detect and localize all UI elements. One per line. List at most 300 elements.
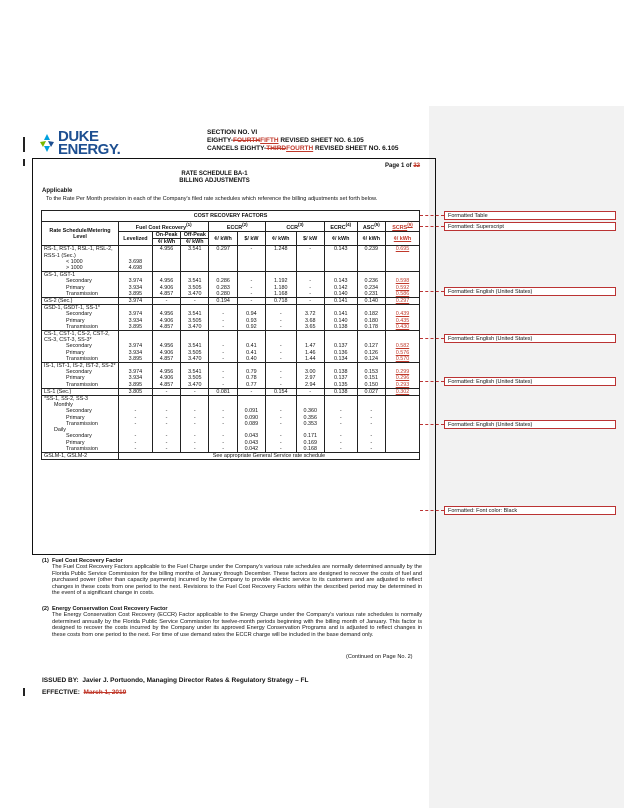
comment-bubble[interactable]: Formatted: English (United States): [444, 287, 616, 296]
rate-value: 0.027: [357, 388, 385, 395]
note-fuel: (1) Fuel Cost Recovery Factor The Fuel Cost Recovery Factors applicable to the Fuel Charge under the Company's various rate schedules are normally determined annually by the Florida Public Service Commission for the billing months of January through December. These factors are designed to recover the costs of fuel and purchased power (other than capacity payments) incurred by the Company to provide electric service to its customers and are adjusted to reflect changes in these costs from one period to the next. Revisions to the Fuel Cost Recovery Factors within the described period may be determined in the event of a significant change in costs.: [42, 558, 422, 597]
rate-value: [357, 396, 385, 403]
rate-value: -: [296, 388, 324, 395]
gslm-text: See appropriate General Service rate schedule: [118, 452, 419, 459]
rate-value: 0.138: [324, 369, 357, 375]
rate-value: -: [209, 356, 237, 363]
levelized-header: Levelized: [118, 232, 152, 246]
rate-value: -: [266, 311, 297, 317]
issued-by: ISSUED BY: Javier J. Portuondo, Managing Director Rates & Regulatory Strategy – FL: [42, 677, 309, 684]
rate-value: [266, 265, 297, 272]
duke-energy-logo-icon: [36, 132, 58, 154]
rate-value: -: [181, 433, 209, 439]
rate-value: -: [181, 421, 209, 427]
table-row: [42, 305, 420, 312]
rate-value: 0.134: [324, 356, 357, 363]
rate-value: [181, 272, 209, 279]
rate-value: [357, 305, 385, 312]
rate-value: 0.360: [296, 408, 324, 414]
rate-value: 0.236: [357, 278, 385, 284]
rate-value: -: [266, 343, 297, 349]
rate-value: -: [209, 382, 237, 389]
rate-schedule-cell: Transmission: [42, 291, 119, 298]
comment-bubble[interactable]: Formatted Table: [444, 211, 616, 220]
rate-value: 1.192: [266, 278, 297, 284]
rate-value: -: [324, 433, 357, 439]
rate-value: [296, 331, 324, 344]
scrs-value: 0.435: [385, 318, 419, 324]
rate-value: -: [209, 350, 237, 356]
cancels-sheet-line: CANCELS EIGHTY-THIRDFOURTH REVISED SHEET NO. 6.105: [207, 145, 399, 152]
offpeak-header: Off-Peak: [181, 232, 209, 239]
rate-value: 0.043: [237, 440, 265, 446]
table-row: [42, 291, 420, 298]
table-row: [42, 396, 420, 403]
schedule-subtitle: BILLING ADJUSTMENTS: [179, 178, 250, 184]
rate-value: [152, 363, 180, 370]
rate-value: 0.140: [324, 318, 357, 324]
rate-value: [296, 272, 324, 279]
rate-value: 0.280: [209, 291, 237, 298]
scrs-value: 0.592: [385, 285, 419, 291]
table-row: [42, 446, 420, 453]
rate-value: 0.182: [357, 311, 385, 317]
rate-value: [296, 305, 324, 312]
rate-value: -: [237, 246, 265, 259]
rate-value: 0.180: [357, 318, 385, 324]
rate-value: 4.956: [152, 246, 180, 259]
rate-value: -: [357, 446, 385, 453]
rate-value: [324, 272, 357, 279]
rate-schedule-cell: Primary: [42, 415, 119, 421]
unit: ¢/ kWh: [266, 232, 297, 246]
rate-value: 3.974: [118, 278, 152, 284]
rate-value: 1.180: [266, 285, 297, 291]
change-bar: [23, 137, 25, 152]
effective-date: EFFECTIVE: March 1, 2019: [42, 689, 127, 696]
rate-value: -: [209, 421, 237, 427]
scrs-value: [385, 265, 419, 272]
rate-value: [118, 272, 152, 279]
rate-value: 3.895: [118, 356, 152, 363]
table-row: [42, 298, 420, 305]
rate-value: -: [266, 318, 297, 324]
revised-sheet-line: EIGHTY-FOURTHFIFTH REVISED SHEET NO. 6.105: [207, 137, 364, 144]
scrs-value: [385, 363, 419, 370]
rate-value: [296, 363, 324, 370]
rate-value: -: [357, 421, 385, 427]
rate-value: 0.127: [357, 343, 385, 349]
rate-value: 0.142: [324, 285, 357, 291]
rate-value: [118, 363, 152, 370]
rate-value: 1.46: [296, 350, 324, 356]
rate-value: 3.974: [118, 343, 152, 349]
rate-value: [118, 396, 152, 403]
rate-value: 3.974: [118, 311, 152, 317]
rate-value: 4.857: [152, 356, 180, 363]
rate-value: -: [181, 388, 209, 395]
scrs-value: 0.582: [385, 343, 419, 349]
rate-value: 0.043: [237, 433, 265, 439]
rate-value: -: [296, 291, 324, 298]
rate-value: 0.231: [357, 291, 385, 298]
rate-value: -: [118, 440, 152, 446]
rate-value: -: [152, 440, 180, 446]
rate-schedule-cell: Daily: [42, 427, 119, 433]
rate-value: 0.138: [324, 388, 357, 395]
rate-value: -: [152, 408, 180, 414]
rate-value: -: [266, 350, 297, 356]
rate-schedule-cell: Monthly: [42, 402, 119, 408]
scrs-value: 0.296: [385, 375, 419, 381]
rate-value: 3.470: [181, 382, 209, 389]
rate-value: -: [237, 285, 265, 291]
comment-bubble[interactable]: Formatted: English (United States): [444, 420, 616, 429]
unit: ¢/ kWh: [209, 232, 237, 246]
rate-value: -: [266, 408, 297, 414]
rate-value: [266, 396, 297, 403]
comment-bubble[interactable]: Formatted: English (United States): [444, 334, 616, 343]
table-row: [42, 363, 420, 370]
rate-value: -: [152, 421, 180, 427]
rate-value: [152, 305, 180, 312]
rate-value: 3.934: [118, 375, 152, 381]
rate-value: 1.248: [266, 246, 297, 259]
unit: $/ kW: [296, 232, 324, 246]
rate-value: -: [237, 291, 265, 298]
rate-value: [357, 363, 385, 370]
rate-schedule-cell: Primary: [42, 285, 119, 291]
rate-value: [357, 272, 385, 279]
rate-value: -: [237, 388, 265, 395]
rate-value: [181, 363, 209, 370]
rate-value: 0.091: [237, 408, 265, 414]
scrs-value: 0.695: [385, 246, 419, 259]
rate-value: -: [266, 356, 297, 363]
rate-value: -: [209, 324, 237, 331]
rate-value: 3.470: [181, 356, 209, 363]
rate-value: [296, 265, 324, 272]
rate-schedule-cell: < 1000: [42, 259, 119, 265]
rate-value: 3.541: [181, 311, 209, 317]
rate-value: 0.090: [237, 415, 265, 421]
rate-value: [118, 246, 152, 259]
rate-value: -: [266, 433, 297, 439]
rate-value: [209, 305, 237, 312]
rate-schedule-cell: Transmission: [42, 421, 119, 427]
rate-value: 0.140: [324, 291, 357, 298]
table-row: [42, 272, 420, 279]
scrs-value: [385, 446, 419, 453]
rate-value: 4.956: [152, 369, 180, 375]
rate-value: [266, 272, 297, 279]
rate-value: 4.906: [152, 285, 180, 291]
rate-value: -: [357, 408, 385, 414]
rate-value: 3.65: [296, 324, 324, 331]
rate-schedule-cell: GSD-1, GSDT-1, SS-1*: [42, 305, 119, 312]
rate-value: -: [324, 440, 357, 446]
rate-value: 0.169: [296, 440, 324, 446]
rate-value: 0.283: [209, 285, 237, 291]
comment-leader: [420, 291, 444, 292]
rate-value: -: [152, 433, 180, 439]
rate-value: [237, 331, 265, 344]
rate-value: 3.974: [118, 369, 152, 375]
rate-value: 3.505: [181, 375, 209, 381]
rate-level-header: Rate Schedule/Metering Level: [42, 222, 119, 246]
rate-value: [266, 331, 297, 344]
rate-schedule-cell: Secondary: [42, 433, 119, 439]
scrs-value: 0.430: [385, 324, 419, 331]
rate-value: -: [209, 311, 237, 317]
rate-value: -: [118, 415, 152, 421]
rate-value: [266, 305, 297, 312]
rate-value: 3.698: [118, 259, 152, 265]
rate-value: -: [181, 415, 209, 421]
rate-value: -: [237, 298, 265, 305]
rate-value: 3.470: [181, 291, 209, 298]
rate-value: [357, 331, 385, 344]
rate-value: 3.72: [296, 311, 324, 317]
rate-value: 4.956: [152, 278, 180, 284]
rate-value: -: [357, 415, 385, 421]
rate-value: 0.141: [324, 298, 357, 305]
rate-value: 0.40: [237, 356, 265, 363]
rate-value: -: [118, 421, 152, 427]
rate-value: 0.171: [296, 433, 324, 439]
rate-value: [181, 265, 209, 272]
rate-value: -: [152, 388, 180, 395]
rate-value: 2.94: [296, 382, 324, 389]
rate-value: 0.089: [237, 421, 265, 427]
rate-value: -: [152, 298, 180, 305]
rate-value: -: [152, 415, 180, 421]
rate-value: -: [296, 285, 324, 291]
change-bar: [23, 159, 25, 166]
comment-bubble[interactable]: Formatted: English (United States): [444, 377, 616, 386]
duke-energy-logo: [36, 130, 126, 160]
rate-value: -: [209, 343, 237, 349]
rate-value: 3.934: [118, 350, 152, 356]
rate-value: 0.151: [357, 375, 385, 381]
rate-value: -: [357, 433, 385, 439]
asc-header: ASC$^{(5)}$: [357, 222, 385, 232]
rate-value: -: [266, 369, 297, 375]
rate-value: 3.895: [118, 324, 152, 331]
rate-value: 0.92: [237, 324, 265, 331]
rate-value: 4.906: [152, 350, 180, 356]
rate-value: -: [266, 375, 297, 381]
rate-value: -: [357, 440, 385, 446]
unit: ¢/ kWh: [152, 239, 180, 246]
rate-value: 0.126: [357, 350, 385, 356]
comment-bubble[interactable]: Formatted: Font color: Black: [444, 506, 616, 515]
note-eccr: (2) Energy Conservation Cost Recovery Factor The Energy Conservation Cost Recovery (ECCR) Factor applicable to the Energy Charge under the Company's various rate schedules is normally determined annually by the Florida Public Service Commission for twelve-month periods beginning with the billing month of January. This factor is designed to recover the costs incurred by the Company under its approved Energy Conservation Programs and is adjusted to reflect changes in these costs from one period to the next. For time of use demand rates the ECCR charge will be included in the base demand only.: [42, 606, 422, 638]
rate-value: [181, 331, 209, 344]
scrs-value: 0.293: [385, 382, 419, 389]
rate-schedule-cell: Secondary: [42, 408, 119, 414]
rate-value: 4.906: [152, 375, 180, 381]
rate-value: 3.934: [118, 318, 152, 324]
rate-value: -: [181, 408, 209, 414]
scrs-value: 0.439: [385, 311, 419, 317]
unit: ¢/ kWh: [385, 232, 419, 246]
rate-schedule-cell: Primary: [42, 440, 119, 446]
rate-value: [209, 396, 237, 403]
rate-value: [118, 331, 152, 344]
rate-schedule-cell: RS-1, RST-1, RSL-1, RSL-2, RSS-1 (Sec.): [42, 246, 119, 259]
rate-value: 0.137: [324, 375, 357, 381]
rate-value: [357, 265, 385, 272]
rate-value: 3.805: [118, 388, 152, 395]
comment-leader: [420, 424, 444, 425]
rate-value: -: [237, 278, 265, 284]
rate-value: [324, 265, 357, 272]
rate-value: [324, 331, 357, 344]
rate-value: -: [209, 446, 237, 453]
rate-schedule-cell: *SS-1, SS-2, SS-3: [42, 396, 119, 403]
ccr-header: CCR$^{(3)}$: [266, 222, 325, 232]
gslm-label: GSLM-1, GSLM-2: [42, 452, 119, 459]
rate-value: -: [266, 415, 297, 421]
eccr-header: ECCR$^{(2)}$: [209, 222, 266, 232]
scrs-value: [385, 396, 419, 403]
scrs-value: 0.570: [385, 356, 419, 363]
logo-text: DUKE ENERGY.: [58, 128, 121, 158]
rate-schedule-cell: LS-1 (Sec.): [42, 388, 119, 395]
rate-value: -: [266, 446, 297, 453]
rate-value: 4.698: [118, 265, 152, 272]
rate-value: -: [152, 446, 180, 453]
comment-bubble[interactable]: Formatted: Superscript: [444, 222, 616, 231]
scrs-value: 0.576: [385, 350, 419, 356]
rate-value: 0.93: [237, 318, 265, 324]
rate-value: 0.77: [237, 382, 265, 389]
rate-value: 0.718: [266, 298, 297, 305]
rate-value: 3.541: [181, 369, 209, 375]
rate-value: -: [324, 408, 357, 414]
rate-value: 3.541: [181, 343, 209, 349]
scrs-value: 0.302: [385, 388, 419, 395]
rate-value: 0.150: [357, 382, 385, 389]
rate-value: [152, 265, 180, 272]
rate-value: -: [209, 433, 237, 439]
scrs-value: [385, 331, 419, 344]
rate-value: -: [181, 298, 209, 305]
scrs-value: [385, 272, 419, 279]
rate-value: 0.286: [209, 278, 237, 284]
rate-value: 0.79: [237, 369, 265, 375]
rate-value: 0.297: [209, 246, 237, 259]
rate-value: 2.97: [296, 375, 324, 381]
rate-value: 3.895: [118, 382, 152, 389]
table-row: [42, 382, 420, 389]
rate-value: 0.081: [209, 388, 237, 395]
rate-value: [324, 305, 357, 312]
rate-value: [266, 363, 297, 370]
rate-value: -: [324, 415, 357, 421]
rate-value: 3.505: [181, 318, 209, 324]
comment-leader: [420, 226, 444, 227]
rate-value: 0.153: [357, 369, 385, 375]
rate-value: 4.956: [152, 311, 180, 317]
rate-value: 1.44: [296, 356, 324, 363]
comment-leader: [420, 338, 444, 339]
table-row: [42, 356, 420, 363]
rate-value: [209, 272, 237, 279]
rate-value: 0.41: [237, 350, 265, 356]
rate-value: 3.541: [181, 278, 209, 284]
rate-value: 0.137: [324, 343, 357, 349]
rate-value: [296, 396, 324, 403]
rate-value: -: [181, 440, 209, 446]
rate-value: 0.141: [324, 311, 357, 317]
table-row: [42, 388, 420, 395]
rate-value: [181, 396, 209, 403]
rate-value: 0.178: [357, 324, 385, 331]
unit: $/ kW: [237, 232, 265, 246]
rate-value: 0.239: [357, 246, 385, 259]
rate-value: -: [324, 446, 357, 453]
scrs-value: 0.598: [385, 278, 419, 284]
rate-value: 0.234: [357, 285, 385, 291]
table-row: [42, 324, 420, 331]
rate-value: -: [266, 382, 297, 389]
rate-value: 0.135: [324, 382, 357, 389]
rate-value: -: [209, 375, 237, 381]
rate-value: 0.168: [296, 446, 324, 453]
cost-recovery-table: [41, 210, 420, 460]
rate-value: 3.541: [181, 246, 209, 259]
rate-value: 3.974: [118, 298, 152, 305]
rate-value: 1.47: [296, 343, 324, 349]
unit: ¢/ kWh: [357, 232, 385, 246]
rate-schedule-cell: Primary: [42, 318, 119, 324]
rate-value: 0.78: [237, 375, 265, 381]
rate-value: 0.194: [209, 298, 237, 305]
rate-schedule-cell: GS-2 (Sec.): [42, 298, 119, 305]
rate-schedule-cell: Transmission: [42, 356, 119, 363]
rate-value: -: [181, 446, 209, 453]
rate-value: 3.470: [181, 324, 209, 331]
change-bar: [23, 688, 25, 696]
rate-value: [118, 305, 152, 312]
rate-value: 0.138: [324, 324, 357, 331]
rate-schedule-cell: Transmission: [42, 446, 119, 453]
rate-value: -: [209, 369, 237, 375]
rate-value: -: [118, 408, 152, 414]
rate-value: 4.857: [152, 291, 180, 298]
rate-value: [181, 305, 209, 312]
rate-value: [209, 331, 237, 344]
applicable-heading: Applicable: [42, 188, 73, 194]
rate-value: -: [209, 318, 237, 324]
rate-value: 3.505: [181, 350, 209, 356]
rate-value: 0.042: [237, 446, 265, 453]
scrs-value: 0.586: [385, 291, 419, 298]
comment-leader: [420, 381, 444, 382]
rate-schedule-cell: Secondary: [42, 369, 119, 375]
rate-value: 3.934: [118, 285, 152, 291]
unit: ¢/ kWh: [324, 232, 357, 246]
rate-value: -: [296, 278, 324, 284]
rate-schedule-cell: Secondary: [42, 278, 119, 284]
comment-leader: [420, 510, 444, 511]
scrs-value: [385, 305, 419, 312]
table-row: [42, 265, 420, 272]
rate-value: [324, 396, 357, 403]
rate-value: 0.140: [357, 298, 385, 305]
